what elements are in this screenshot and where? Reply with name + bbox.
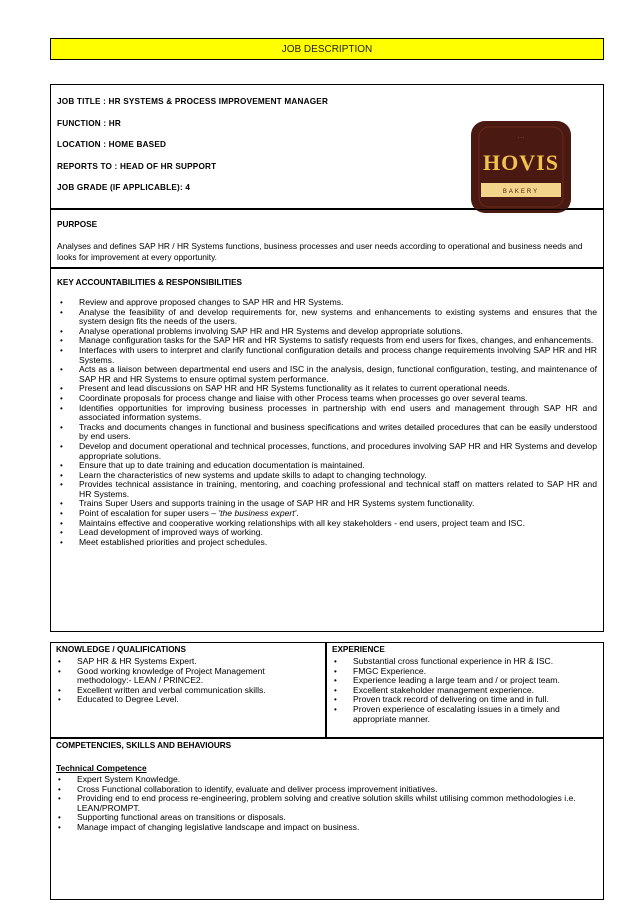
list-item-text: Lead development of improved ways of working. <box>79 527 263 538</box>
bullet-icon: • <box>58 657 61 666</box>
job-info-box <box>50 84 604 209</box>
list-item-text: Excellent written and verbal communication skills. <box>77 684 266 695</box>
list-item <box>53 365 597 384</box>
job-description-header <box>50 38 604 60</box>
bullet-icon: • <box>58 813 61 823</box>
list-item <box>51 667 317 686</box>
bullet-icon: • <box>60 422 63 432</box>
bullet-icon: • <box>60 336 63 346</box>
list-item <box>53 346 597 365</box>
bullet-icon: • <box>60 537 63 547</box>
bullet-icon: • <box>334 676 337 686</box>
list-item-text: Supporting functional areas on transitions or disposals. <box>77 812 286 823</box>
list-item-text: Identifies opportunities for improving business processes in partnership with end users and management through SAP HR and associated information systems. <box>79 402 597 423</box>
list-item-text: Trains Super Users and supports training in the usage of SAP HR and HR Systems system functionality. <box>79 498 475 509</box>
knowledge-heading: KNOWLEDGE / QUALIFICATIONS <box>56 645 186 654</box>
reports-to: REPORTS TO : HEAD OF HR SUPPORT <box>57 161 217 171</box>
list-item-text: Acts as a liaison between departmental end users and ISC in the analysis, design, functional configuration, testing, and maintenance of SAP HR and HR Systems to ensure optimal system performance. <box>79 364 597 384</box>
experience-box <box>326 642 604 738</box>
bullet-icon: • <box>60 480 63 490</box>
experience-heading: EXPERIENCE <box>332 645 385 654</box>
bullet-icon: • <box>60 345 63 355</box>
list-item-text: Educated to Degree Level. <box>77 694 179 705</box>
escalation-emphasis: 'the business expert' <box>218 508 297 519</box>
list-item <box>51 823 595 833</box>
list-item <box>53 404 597 423</box>
bullet-icon: • <box>60 298 63 307</box>
list-item-text: SAP HR & HR Systems Expert. <box>77 656 197 666</box>
bullet-icon: • <box>60 393 63 403</box>
list-item-text: Providing end to end process re-engineering, problem solving and creative solution skills whilst utilising common methodologies i.e. LEAN/PROMPT. <box>77 793 576 813</box>
bullet-icon: • <box>58 822 61 832</box>
bullet-icon: • <box>58 695 61 705</box>
job-title: JOB TITLE : HR SYSTEMS & PROCESS IMPROVEMENT MANAGER <box>57 97 329 106</box>
bullet-icon: • <box>60 499 63 509</box>
knowledge-box <box>50 642 326 738</box>
bullet-icon: • <box>58 666 61 676</box>
list-item-text: Proven track record of delivering on time and in full. <box>353 694 549 705</box>
bullet-icon: • <box>60 403 63 413</box>
list-item-text: Good working knowledge of Project Management methodology:- LEAN / PRINCE2. <box>77 665 265 686</box>
list-item <box>327 705 595 724</box>
bullet-icon: • <box>58 685 61 695</box>
bullet-icon: • <box>60 528 63 538</box>
list-item-text: Review and approve proposed changes to SAP HR and HR Systems. <box>79 297 344 307</box>
list-item <box>53 538 597 548</box>
competencies-heading: COMPETENCIES, SKILLS AND BEHAVIOURS <box>56 741 232 750</box>
job-grade: JOB GRADE (IF APPLICABLE): 4 <box>57 183 191 192</box>
list-item-text: Experience leading a large team and / or project team. <box>353 675 560 686</box>
bullet-icon: • <box>334 657 337 666</box>
list-item <box>51 794 595 813</box>
hovis-logo <box>459 117 583 217</box>
list-item-text: Substantial cross functional experience in HR & ISC. <box>353 656 554 666</box>
bullet-icon: • <box>60 470 63 480</box>
list-item-text: Manage impact of changing legislative landscape and impact on business. <box>77 821 360 832</box>
function: FUNCTION : HR <box>57 118 121 128</box>
logo-tagline-text: BAKERY <box>502 189 540 195</box>
bullet-icon: • <box>334 695 337 705</box>
list-item-text: Expert System Knowledge. <box>77 774 181 784</box>
bullet-icon: • <box>60 509 63 519</box>
bullet-icon: • <box>334 685 337 695</box>
competencies-list <box>51 775 595 833</box>
list-item <box>51 695 317 705</box>
purpose-box <box>50 209 604 268</box>
knowledge-list <box>51 657 317 705</box>
svg-text:· · ·: · · · <box>517 135 525 140</box>
list-item-text: Interfaces with users to interpret and clarify functional configuration details and process change requirements involving SAP HR and HR Systems. <box>79 344 597 365</box>
technical-competence-heading: Technical Competence <box>56 763 147 773</box>
list-item-text: Analyse the feasibility of and develop requirements for, new systems and enhancements to existing systems and ensures that the system design fits the needs of the users. <box>79 306 597 327</box>
list-item <box>53 442 597 461</box>
list-item-text: Analyse operational problems involving SAP HR and HR Systems and develop appropriate solutions. <box>79 325 463 336</box>
bullet-icon: • <box>334 704 337 714</box>
list-item <box>53 480 597 499</box>
list-item-text: Manage configuration tasks for the SAP HR and HR Systems to satisfy requests from end users for fixes, changes, and enhancements. <box>79 335 594 346</box>
list-item-text: Excellent stakeholder management experience. <box>353 684 535 695</box>
list-item <box>53 423 597 442</box>
list-item-text: Tracks and documents changes in functional and business specifications and writes detailed procedures that can be easily understood by end users. <box>79 421 597 442</box>
bullet-icon: • <box>334 666 337 676</box>
accountabilities-heading: KEY ACCOUNTABILITIES & RESPONSIBILITIES <box>57 278 242 287</box>
escalation-text: Point of escalation for super users – <box>79 508 219 519</box>
escalation-suffix: . <box>296 508 299 519</box>
accountabilities-list <box>53 298 597 547</box>
logo-brand-text: HOVIS <box>483 150 559 175</box>
list-item-text: Maintains effective and cooperative working relationships with all key stakeholders - end users, project team and ISC. <box>79 517 525 528</box>
accountabilities-box <box>50 268 604 632</box>
header-title: JOB DESCRIPTION <box>281 43 373 55</box>
list-item-text: Provides technical assistance in training, mentoring, and coaching professional and technical staff on matters related to SAP HR and HR Systems. <box>79 479 597 499</box>
bullet-icon: • <box>60 326 63 336</box>
job-info-lines <box>57 97 328 205</box>
bullet-icon: • <box>60 365 63 375</box>
list-item-text: Meet established priorities and project schedules. <box>79 536 268 547</box>
list-item-text: Ensure that up to date training and education documentation is maintained. <box>79 460 365 471</box>
hovis-logo-graphic <box>459 117 583 217</box>
bullet-icon: • <box>60 461 63 471</box>
purpose-text: Analyses and defines SAP HR / HR Systems functions, business processes and user needs according to operational and business needs and looks for improvement at every opportunity. <box>57 241 583 262</box>
bullet-icon: • <box>58 794 61 804</box>
list-item-text: Coordinate proposals for process change and liaise with other Process teams when processes go over several teams. <box>79 392 528 403</box>
list-item-text: Proven experience of escalating issues in a timely and appropriate manner. <box>353 703 560 724</box>
purpose-heading: PURPOSE <box>57 220 98 229</box>
experience-list <box>327 657 595 724</box>
bullet-icon: • <box>58 784 61 794</box>
competencies-box <box>50 738 604 900</box>
list-item-text: Develop and document operational and technical processes, functions, and procedures involving SAP HR and HR Systems and develop appropriate solutions. <box>79 440 597 461</box>
list-item-text: Learn the characteristics of new systems and update skills to adapt to changing technology. <box>79 469 427 480</box>
list-item <box>53 308 597 327</box>
location: LOCATION : HOME BASED <box>57 140 167 149</box>
list-item-text: Present and lead discussions on SAP HR and HR Systems functionality as it relates to current operational needs. <box>79 383 510 394</box>
bullet-icon: • <box>60 384 63 394</box>
list-item-text: FMGC Experience. <box>353 665 427 676</box>
bullet-icon: • <box>60 518 63 528</box>
bullet-icon: • <box>58 775 61 784</box>
bullet-icon: • <box>60 441 63 451</box>
bullet-icon: • <box>60 307 63 317</box>
list-item-text: Cross Functional collaboration to identify, evaluate and deliver process improvement initiatives. <box>77 783 438 794</box>
